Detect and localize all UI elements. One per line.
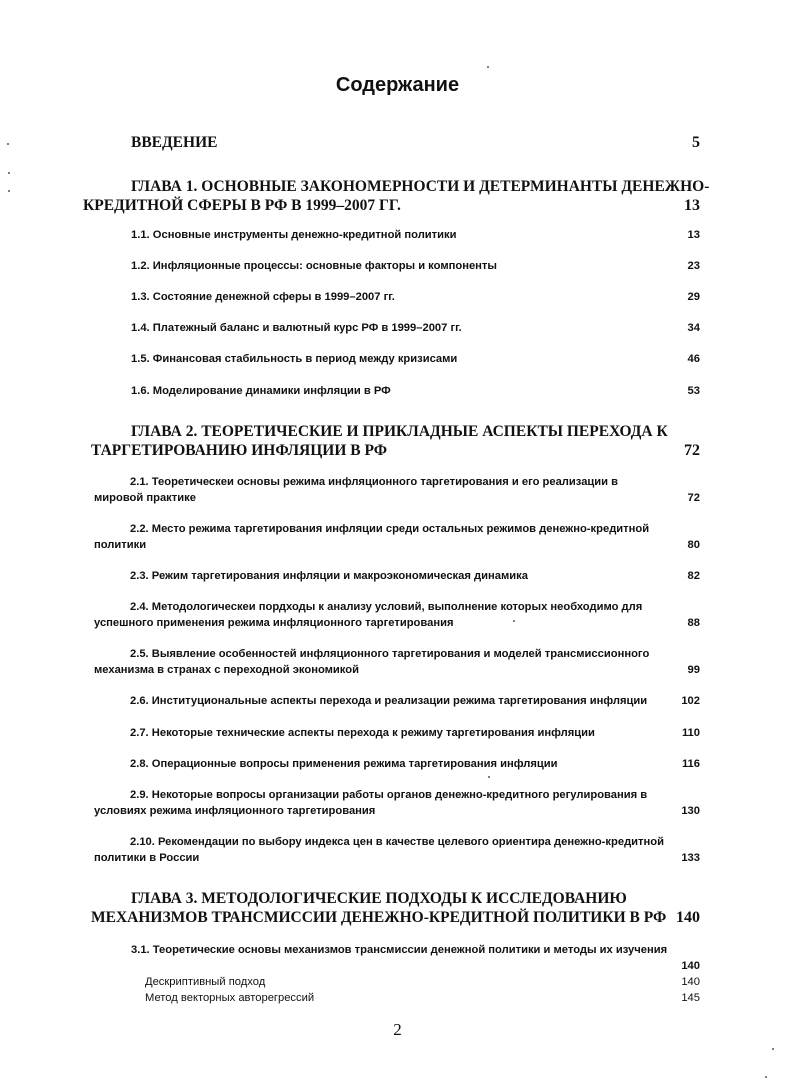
- entry-title: 1.1. Основные инструменты денежно-кредитной политики: [131, 229, 457, 241]
- page-number: 2: [393, 1020, 402, 1039]
- entry-title: 2.6. Институциональные аспекты перехода и реализации режима таргетирования инфляции: [130, 695, 648, 707]
- scan-speck: [513, 620, 515, 622]
- toc-entry-1-3: [131, 289, 700, 306]
- entry-title: 2.8. Операционные вопросы применения режима таргетирования инфляции: [130, 758, 558, 770]
- toc-entry-descriptive-approach: [145, 974, 700, 991]
- entry-page: 133: [681, 852, 700, 864]
- entry-page: 140: [681, 960, 700, 972]
- entry-title: 1.4. Платежный баланс и валютный курс РФ в 1999–2007 гг.: [131, 322, 462, 334]
- entry-title-line1: 2.1. Теоретическеи основы режима инфляционного таргетирования и его реализации в: [130, 476, 619, 488]
- entry-title-line2: ТАРГЕТИРОВАНИЮ ИНФЛЯЦИИ В РФ: [91, 442, 388, 459]
- entry-title-line2: механизма в странах с переходной экономикой: [94, 664, 359, 676]
- toc-entry-1-5: [131, 351, 700, 368]
- entry-title-line2: успешного применения режима инфляционного таргетирования: [94, 617, 454, 629]
- entry-title-line2: политики в России: [94, 852, 200, 864]
- entry-page: 5: [692, 134, 700, 151]
- entry-title: 3.1. Теоретические основы механизмов трансмиссии денежной политики и методы их изучения: [131, 944, 668, 956]
- toc-entry-1-2: [131, 258, 700, 275]
- toc-entry-2-3: [130, 568, 700, 585]
- toc-entry-var-method: [145, 990, 700, 1007]
- entry-title: Дескриптивный подход: [145, 976, 266, 988]
- entry-page: 140: [681, 976, 700, 988]
- entry-title-line2: мировой практике: [94, 492, 196, 504]
- entry-title-line1: 2.4. Методологическеи пордходы к анализу условий, выполнение которых необходимо для: [130, 601, 643, 613]
- entry-title: 1.6. Моделирование динамики инфляции в РФ: [131, 385, 391, 397]
- entry-page: 82: [687, 570, 700, 582]
- entry-page: 13: [684, 197, 700, 214]
- scan-speck: [8, 190, 10, 192]
- toc-entry-2-6: [130, 693, 700, 710]
- toc-entry-2-7: [130, 725, 700, 742]
- entry-title-line1: ГЛАВА 1. ОСНОВНЫЕ ЗАКОНОМЕРНОСТИ И ДЕТЕРМИНАНТЫ ДЕНЕЖНО-: [131, 178, 710, 195]
- entry-title-line1: ГЛАВА 3. МЕТОДОЛОГИЧЕСКИЕ ПОДХОДЫ К ИССЛЕДОВАНИЮ: [131, 890, 627, 907]
- scan-speck: [7, 143, 9, 145]
- entry-page: 88: [687, 617, 700, 629]
- entry-title: 1.2. Инфляционные процессы: основные факторы и компоненты: [131, 260, 497, 272]
- entry-title: 2.7. Некоторые технические аспекты перехода к режиму таргетирования инфляции: [130, 727, 595, 739]
- entry-title: 1.3. Состояние денежной сферы в 1999–2007 гг.: [131, 291, 395, 303]
- entry-title-line1: 2.2. Место режима таргетирования инфляции среди остальных режимов денежно-кредитной: [130, 523, 650, 535]
- page-title: Содержание: [335, 74, 460, 96]
- toc-entry-introduction: [131, 133, 700, 152]
- entry-title-line2: условиях режима инфляционного таргетирования: [94, 805, 376, 817]
- entry-title: Метод векторных авторегрессий: [145, 992, 315, 1004]
- entry-page: 140: [676, 909, 700, 926]
- entry-page: 46: [687, 353, 700, 365]
- entry-title-line1: 2.5. Выявление особенностей инфляционного таргетирования и моделей трансмиссионного: [130, 648, 650, 660]
- entry-page: 145: [681, 992, 700, 1004]
- entry-title: ВВЕДЕНИЕ: [131, 134, 218, 151]
- entry-page: 13: [687, 229, 700, 241]
- entry-title-line1: 2.10. Рекомендации по выбору индекса цен в качестве целевого ориентира денежно-кредитной: [130, 836, 664, 848]
- toc-entry-2-8: [130, 756, 700, 773]
- scan-speck: [772, 1048, 774, 1050]
- entry-title-line2: политики: [94, 539, 147, 551]
- toc-entry-1-1: [131, 227, 700, 244]
- entry-page: 72: [687, 492, 700, 504]
- entry-page: 102: [681, 695, 700, 707]
- entry-title-line2: МЕХАНИЗМОВ ТРАНСМИССИИ ДЕНЕЖНО-КРЕДИТНОЙ ПОЛИТИКИ В РФ: [91, 909, 667, 926]
- entry-title-line1: ГЛАВА 2. ТЕОРЕТИЧЕСКИЕ И ПРИКЛАДНЫЕ АСПЕКТЫ ПЕРЕХОДА К: [131, 423, 668, 440]
- entry-page: 116: [681, 758, 700, 770]
- entry-title-line1: 2.9. Некоторые вопросы организации работы органов денежно-кредитного регулирования в: [130, 789, 648, 801]
- scan-speck: [765, 1076, 767, 1078]
- entry-page: 110: [681, 727, 700, 739]
- scan-speck: [488, 776, 490, 778]
- scan-speck: [8, 172, 10, 174]
- scan-speck: [487, 66, 489, 68]
- entry-page: 23: [687, 260, 700, 272]
- entry-title: 1.5. Финансовая стабильность в период между кризисами: [131, 353, 458, 365]
- entry-page: 29: [687, 291, 700, 303]
- entry-title-line2: КРЕДИТНОЙ СФЕРЫ В РФ В 1999–2007 ГГ.: [83, 197, 401, 214]
- entry-page: 80: [687, 539, 700, 551]
- toc-entry-1-4: [131, 320, 700, 337]
- entry-page: 34: [687, 322, 700, 334]
- entry-page: 53: [687, 385, 700, 397]
- entry-page: 99: [687, 664, 700, 676]
- entry-title: 2.3. Режим таргетирования инфляции и макроэкономическая динамика: [130, 570, 528, 582]
- entry-page: 130: [681, 805, 700, 817]
- toc-entry-1-6: [131, 383, 700, 400]
- entry-page: 72: [684, 442, 700, 459]
